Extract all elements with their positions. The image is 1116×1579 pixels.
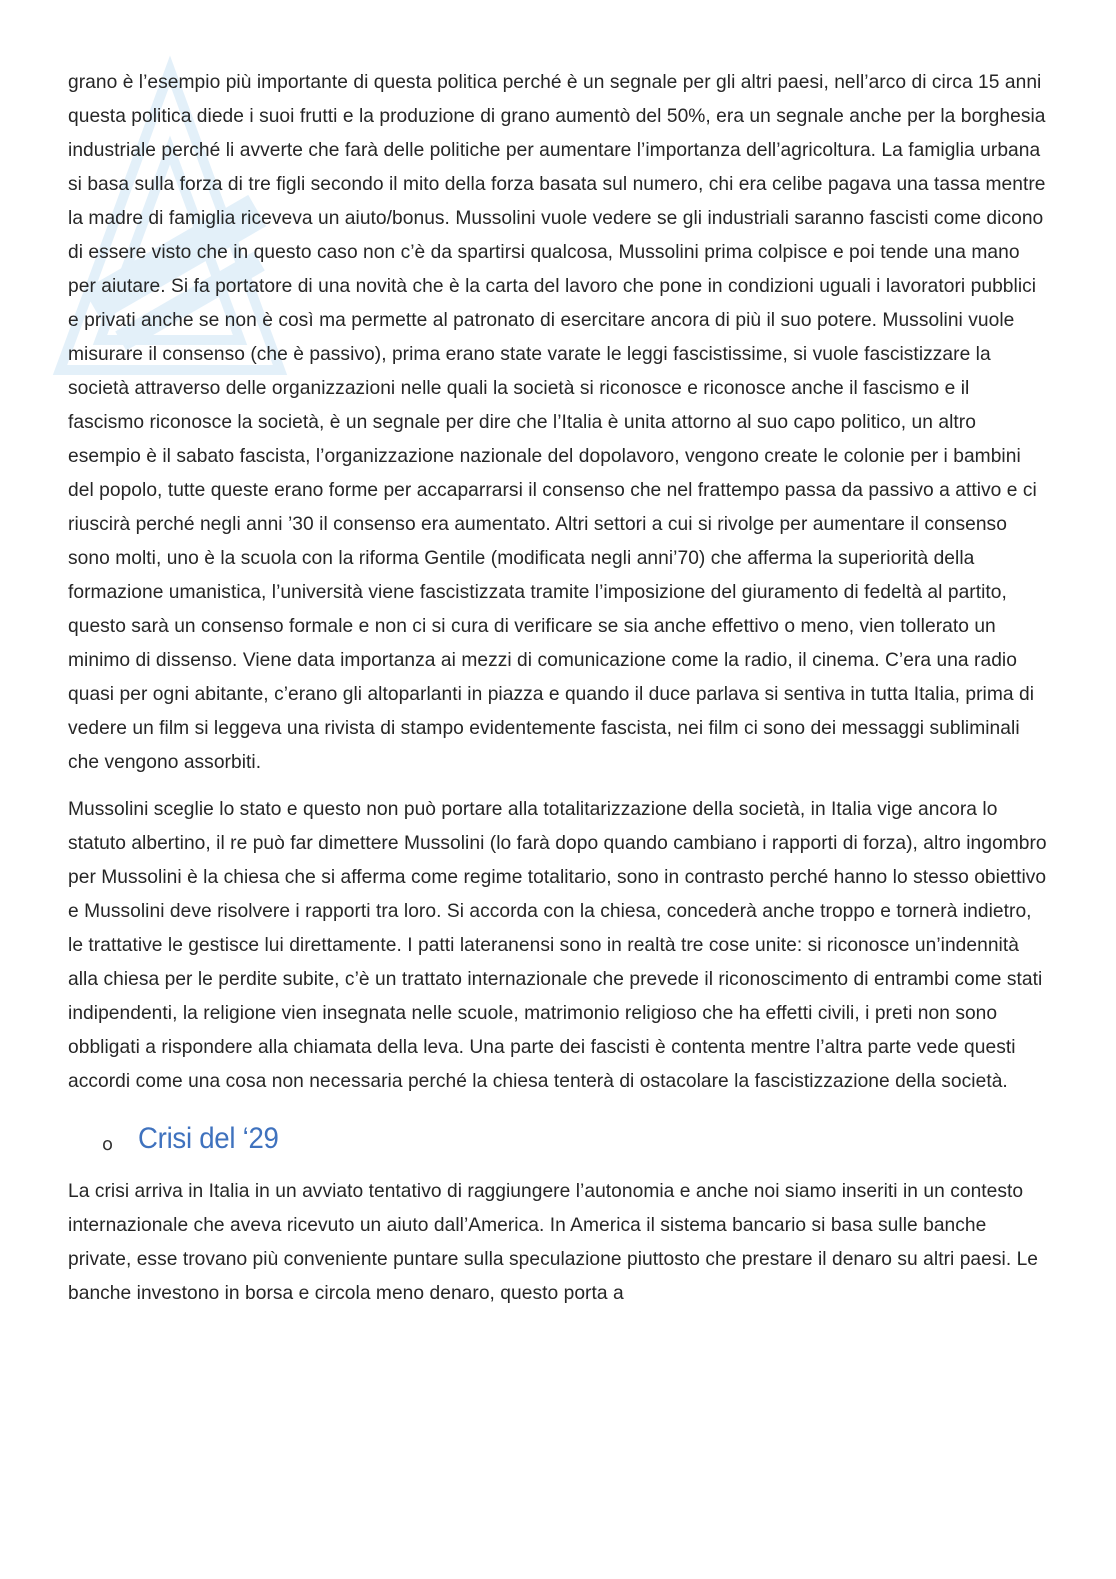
bullet-icon: o <box>102 1133 114 1155</box>
document-page <box>68 66 1048 1311</box>
paragraph-lateran-pacts: Mussolini sceglie lo stato e questo non può portare alla totalitarizzazione della società, in Italia vige ancora lo statuto albertino, il re può far dimettere Mussolini (lo farà dopo quando cambiano i rapporti di forza), altro ingombro per Mussolini è la chiesa che si afferma come regime totalitario, sono in contrasto perché hanno lo stesso obiettivo e Mussolini deve risolvere i rapporti tra loro. Si accorda con la chiesa, concederà anche troppo e tornerà indietro, le trattative le gestisce lui direttamente. I patti lateranensi sono in realtà tre cose unite: si riconosce un’indennità alla chiesa per le perdite subite, c’è un trattato internazionale che prevede il riconoscimento di entrambi come stati indipendenti, la religione vien insegnata nelle scuole, matrimonio religioso che ha effetti civili, i preti non sono obbligati a rispondere alla chiamata della leva. Una parte dei fascisti è contenta mentre l’altra parte vede questi accordi come una cosa non necessaria perché la chiesa tenterà di ostacolare la fascistizzazione della società. <box>68 799 1047 1092</box>
paragraph-fascism-consensus: grano è l’esempio più importante di questa politica perché è un segnale per gli altri paesi, nell’arco di circa 15 anni questa politica diede i suoi frutti e la produzione di grano aumentò del 50%, era un segnale anche per la borghesia industriale perché li avverte che farà delle politiche per aumentare l’importanza dell’agricoltura. La famiglia urbana si basa sulla forza di tre figli secondo il mito della forza basata sul numero, chi era celibe pagava una tassa mentre la madre di famiglia riceveva un aiuto/bonus. Mussolini vuole vedere se gli industriali saranno fascisti come dicono di essere visto che in questo caso non c’è da spartirsi qualcosa, Mussolini prima colpisce e poi tende una mano per aiutare. Si fa portatore di una novità che è la carta del lavoro che pone in condizioni uguali i lavoratori pubblici e privati anche se non è così ma permette al patronato di esercitare ancora di più il suo potere. Mussolini vuole misurare il consenso (che è passivo), prima erano state varate le leggi fascistissime, si vuole fascistizzare la società attraverso delle organizzazioni nelle quali la società si riconosce e riconosce anche il fascismo e il fascismo riconosce la società, è un segnale per dire che l’Italia è unita attorno al suo capo politico, un altro esempio è il sabato fascista, l’organizzazione nazionale del dopolavoro, vengono create le colonie per i bambini del popolo, tutte queste erano forme per accaparrarsi il consenso che nel frattempo passa da passivo a attivo e ci riuscirà perché negli anni ’30 il consenso era aumentato. Altri settori a cui si rivolge per aumentare il consenso sono molti, uno è la scuola con la riforma Gentile (modificata negli anni’70) che afferma la superiorità della formazione umanistica, l’università viene fascistizzata tramite l’imposizione del giuramento di fedeltà al partito, questo sarà un consenso formale e non ci si cura di verificare se sia anche effettivo o meno, vien tollerato un minimo di dissenso. Viene data importanza ai mezzi di comunicazione come la radio, il cinema. C’era una radio quasi per ogni abitante, c’erano gli altoparlanti in piazza e quando il duce parlava si sentiva in tutta Italia, prima di vedere un film si leggeva una rivista di stampo evidentemente fascista, nei film ci sono dei messaggi subliminali che vengono assorbiti. <box>68 72 1046 773</box>
section-heading <box>68 1113 1048 1165</box>
paragraph-crisis-intro: La crisi arriva in Italia in un avviato tentativo di raggiungere l’autonomia e anche noi siamo inseriti in un contesto internazionale che aveva ricevuto un aiuto dall’America. In America il sistema bancario si basa sulle banche private, esse trovano più conveniente puntare sulla speculazione piuttosto che prestare il denaro su altri paesi. Le banche investono in borsa e circola meno denaro, questo porta a <box>68 1181 1039 1304</box>
heading-crisi-29: Crisi del ‘29 <box>138 1122 279 1155</box>
